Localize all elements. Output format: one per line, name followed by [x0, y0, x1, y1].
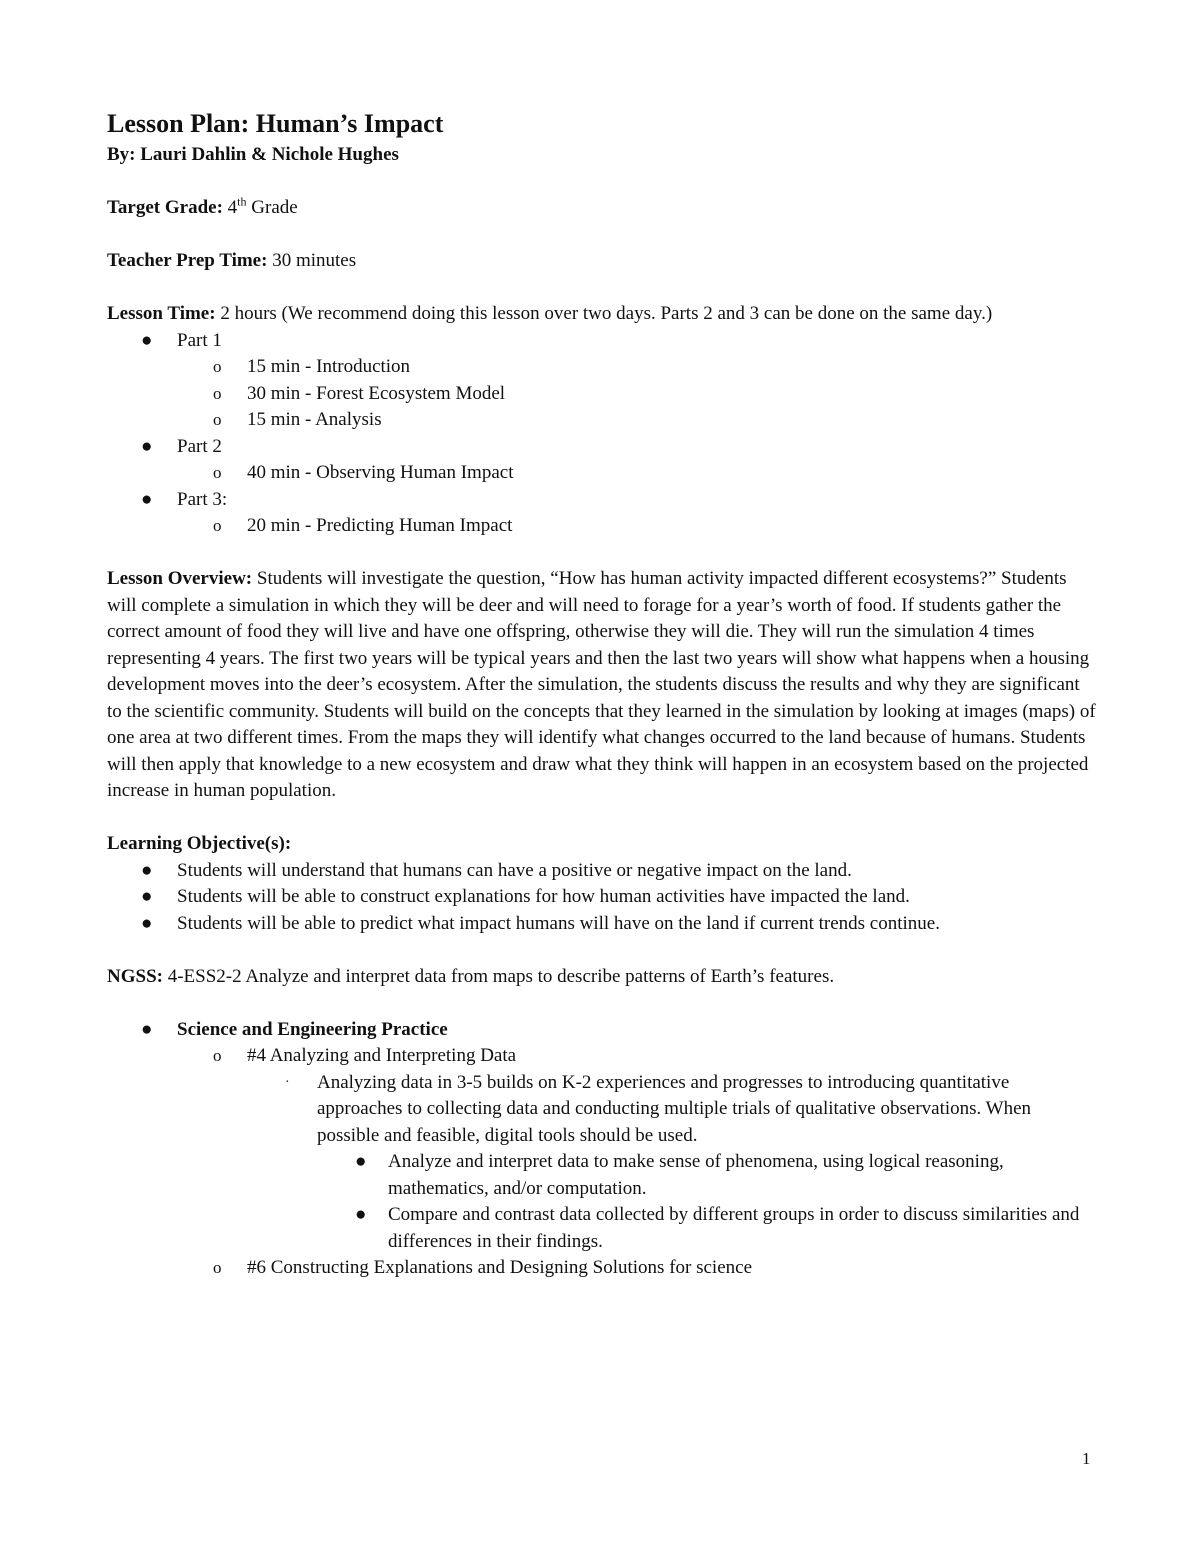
- target-grade: [107, 195, 1097, 222]
- ngss-standard: [107, 964, 1097, 991]
- lesson-time-value: 2 hours (We recommend doing this lesson over two days. Parts 2 and 3 can be done on the same day.): [220, 303, 993, 324]
- objective-text: Students will understand that humans can have a positive or negative impact on the land.: [177, 859, 852, 881]
- target-grade-number: 4: [227, 197, 238, 218]
- practice-list: [107, 1017, 1097, 1282]
- part-item: 20 min - Predicting Human Impact: [247, 515, 513, 536]
- prep-time-label: Teacher Prep Time:: [107, 250, 268, 271]
- part-name: Part 2: [177, 435, 222, 457]
- list-item: [107, 1017, 1097, 1044]
- circle-marker: o: [213, 357, 222, 376]
- list-item: [107, 354, 1097, 381]
- list-item: [107, 328, 1097, 355]
- list-item: [107, 858, 1097, 885]
- practice-subheading: #4 Analyzing and Interpreting Data: [247, 1045, 517, 1066]
- target-grade-label: Target Grade:: [107, 197, 223, 218]
- part-item: 15 min - Introduction: [247, 356, 411, 377]
- document-body: [107, 106, 1097, 1282]
- bullet-marker: ●: [141, 859, 153, 881]
- list-item: [107, 460, 1097, 487]
- list-item: [107, 381, 1097, 408]
- part-item: 40 min - Observing Human Impact: [247, 462, 514, 483]
- overview-label: Lesson Overview:: [107, 568, 253, 589]
- circle-marker: o: [213, 516, 222, 535]
- part-name: Part 3:: [177, 488, 228, 510]
- lesson-parts-list: [107, 328, 1097, 540]
- byline: By: Lauri Dahlin & Nichole Hughes: [107, 144, 399, 165]
- list-item: [107, 1202, 1097, 1255]
- circle-marker: o: [213, 1258, 222, 1277]
- practice-detail: Analyzing data in 3-5 builds on K-2 experiences and progresses to introducing quantitative approaches to collecting data and conducting multiple trials of qualitative observations. When possible and feasible, digital tools should be used.: [317, 1071, 1032, 1146]
- page-number: 1: [1082, 1449, 1091, 1468]
- bullet-marker: ●: [141, 329, 153, 351]
- lesson-time-label: Lesson Time:: [107, 303, 216, 324]
- ngss-text: 4-ESS2-2 Analyze and interpret data from maps to describe patterns of Earth’s features.: [167, 965, 835, 987]
- practice-heading: Science and Engineering Practice: [177, 1018, 448, 1040]
- objective-text: Students will be able to predict what impact humans will have on the land if current trends continue.: [177, 912, 940, 934]
- lesson-overview: [107, 566, 1097, 805]
- prep-time: [107, 248, 1097, 275]
- ngss-label: NGSS:: [107, 965, 163, 987]
- list-item: [107, 1043, 1097, 1070]
- list-item: [107, 1255, 1097, 1282]
- list-item: [107, 407, 1097, 434]
- objectives-heading: [107, 831, 1097, 858]
- list-item: [107, 513, 1097, 540]
- circle-marker: o: [213, 1046, 222, 1065]
- target-grade-superscript: th: [237, 194, 247, 209]
- objectives-label: Learning Objective(s):: [107, 833, 292, 854]
- lesson-time: [107, 301, 1097, 328]
- list-item: [107, 1149, 1097, 1202]
- practice-subheading: #6 Constructing Explanations and Designing Solutions for science: [247, 1257, 753, 1278]
- prep-time-value: 30 minutes: [272, 250, 357, 271]
- part-item: 15 min - Analysis: [247, 409, 382, 430]
- circle-marker: o: [213, 410, 222, 429]
- target-grade-rest: Grade: [251, 197, 298, 218]
- bullet-marker: ●: [141, 886, 153, 907]
- objective-text: Students will be able to construct explanations for how human activities have impacted the land.: [177, 886, 910, 907]
- circle-marker: o: [213, 463, 222, 482]
- list-item: [107, 911, 1097, 938]
- list-item: [107, 1070, 1097, 1150]
- bullet-marker: ●: [355, 1204, 367, 1225]
- objectives-list: [107, 858, 1097, 938]
- bullet-marker: ●: [141, 435, 153, 457]
- list-item: [107, 487, 1097, 514]
- dot-marker: ·: [285, 1074, 290, 1090]
- part-name: Part 1: [177, 329, 222, 351]
- circle-marker: o: [213, 383, 222, 403]
- bullet-marker: ●: [141, 488, 153, 510]
- bullet-marker: ●: [141, 1018, 153, 1040]
- page-title: Lesson Plan: Human’s Impact: [107, 109, 444, 138]
- overview-text: Students will investigate the question, “How has human activity impacted different ecosystems?” Students will complete a simulation in which they will be deer and will need to forage for a year’s worth of food. If students gather the correct amount of food they will live and have one offspring, otherwise they will die. They will run the simulation 4 times representing 4 years. The first two years will be typical years and then the last two years will show what happens when a housing development moves into the deer’s ecosystem. After the simulation, the students discuss the results and why they are significant to the scientific community. Students will build on the concepts that they learned in the simulation by looking at images (maps) of one area at two different times. From the maps they will identify what changes occurred to the land because of humans. Students will then apply that knowledge to a new ecosystem and draw what they think will happen in an ecosystem based on the projected increase in human population.: [107, 568, 1096, 801]
- list-item: [107, 884, 1097, 911]
- bullet-marker: ●: [141, 912, 153, 934]
- practice-point: Compare and contrast data collected by different groups in order to discuss similarities and differences in their findings.: [388, 1204, 1080, 1252]
- list-item: [107, 434, 1097, 461]
- part-item: 30 min - Forest Ecosystem Model: [247, 382, 506, 404]
- practice-point: Analyze and interpret data to make sense of phenomena, using logical reasoning, mathematics, and/or computation.: [388, 1151, 1004, 1199]
- bullet-marker: ●: [355, 1151, 367, 1172]
